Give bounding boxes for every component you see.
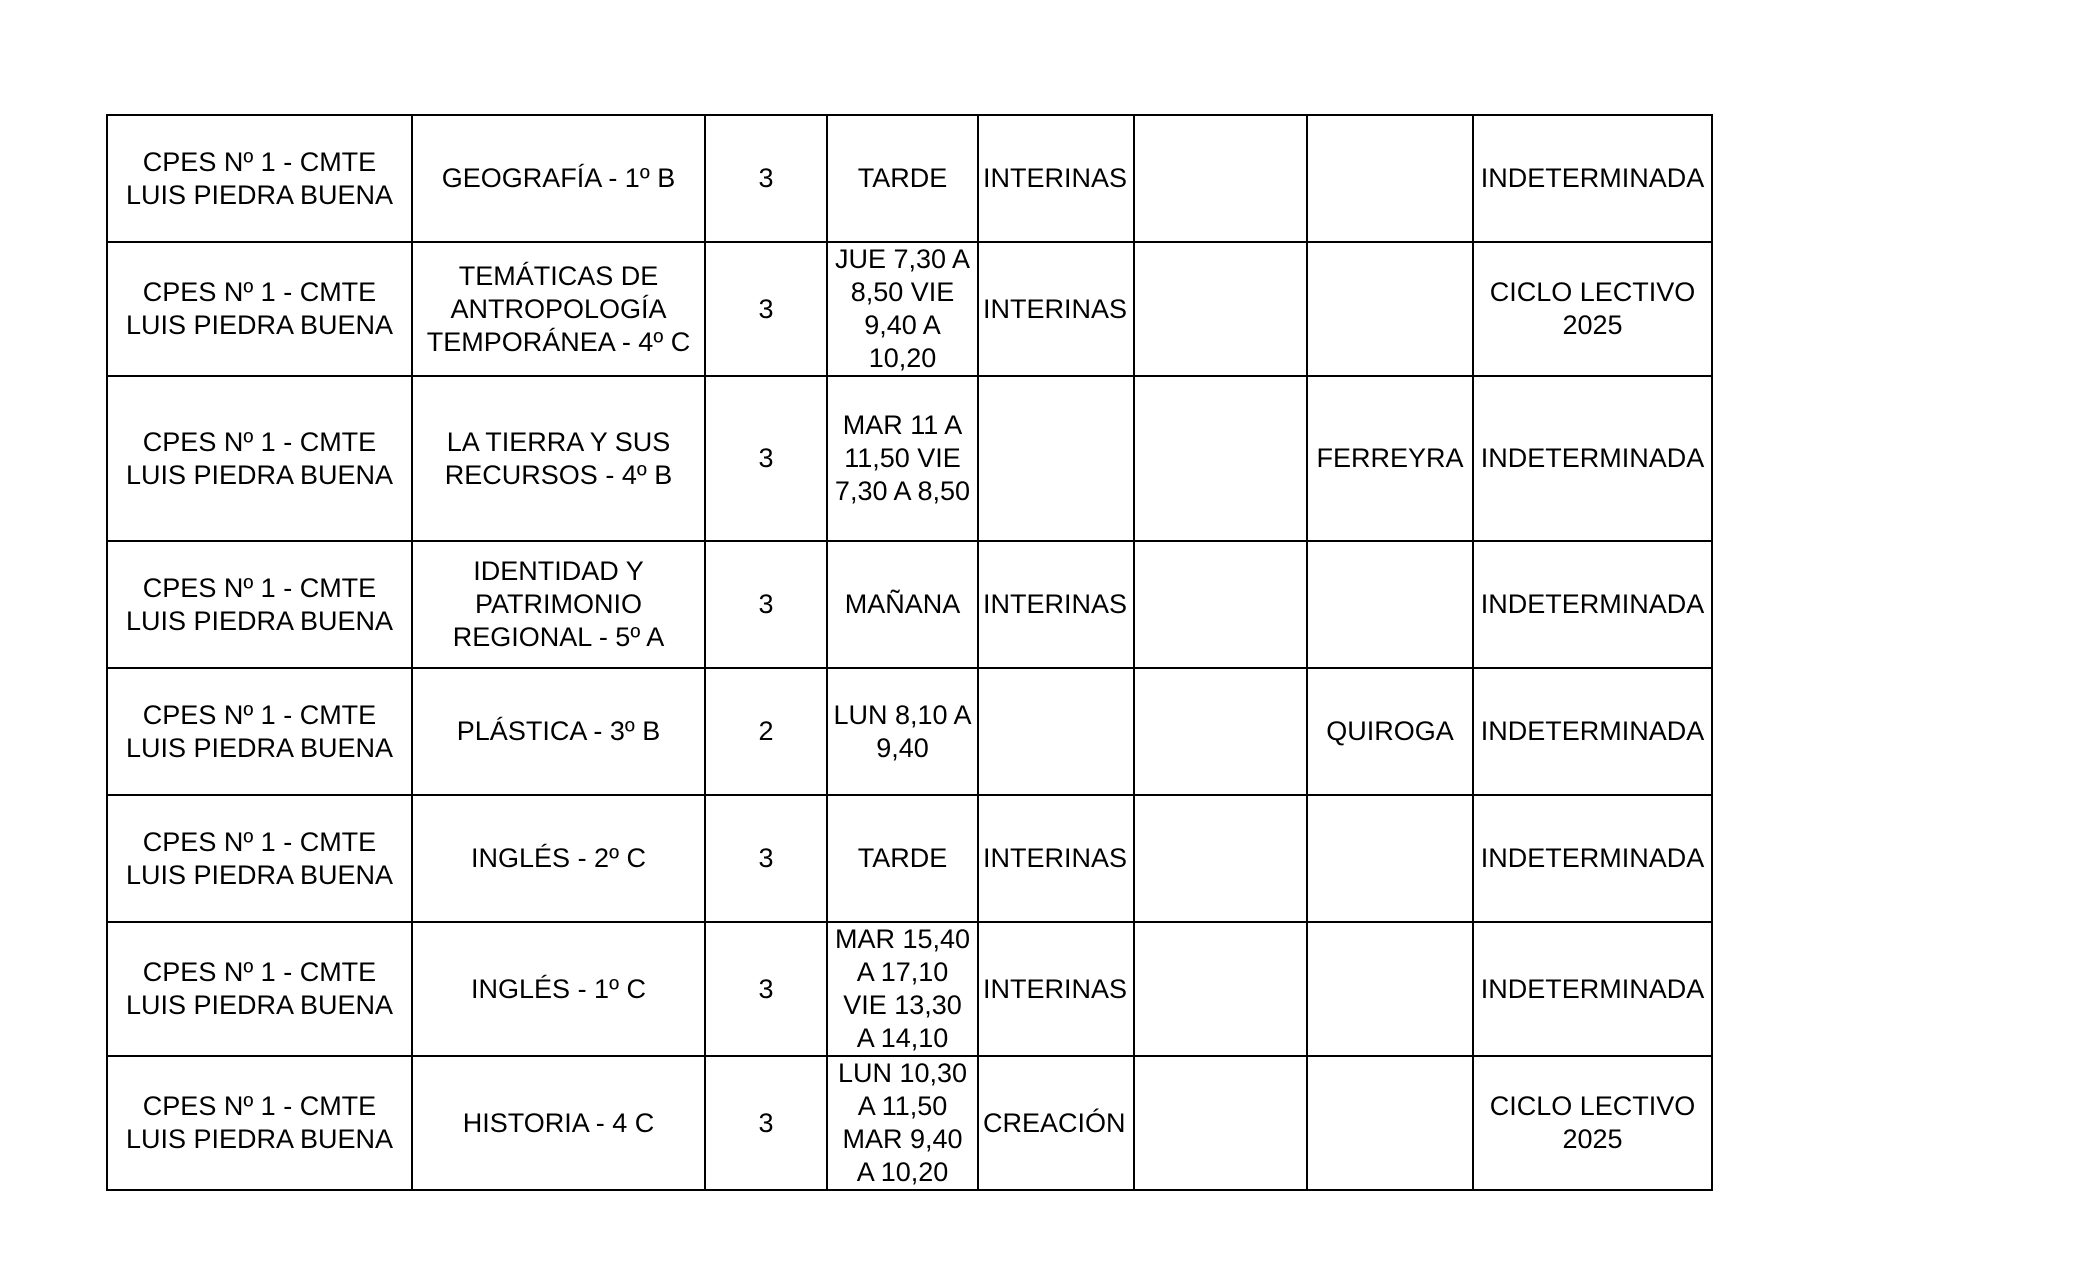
cell-escuela: CPES Nº 1 - CMTE LUIS PIEDRA BUENA — [107, 376, 412, 541]
cell-empty — [1134, 541, 1307, 668]
cell-empty — [1134, 376, 1307, 541]
cell-horas: 3 — [705, 541, 827, 668]
cell-duracion: CICLO LECTIVO 2025 — [1473, 242, 1712, 376]
cell-escuela: CPES Nº 1 - CMTE LUIS PIEDRA BUENA — [107, 922, 412, 1056]
cell-horas: 3 — [705, 922, 827, 1056]
cell-empty — [1134, 1056, 1307, 1190]
cell-escuela: CPES Nº 1 - CMTE LUIS PIEDRA BUENA — [107, 541, 412, 668]
cell-horario: LUN 8,10 A 9,40 — [827, 668, 978, 795]
cell-duracion: INDETERMINADA — [1473, 795, 1712, 922]
vacancies-table — [106, 114, 1713, 1191]
table-row — [107, 242, 1712, 376]
cell-escuela: CPES Nº 1 - CMTE LUIS PIEDRA BUENA — [107, 1056, 412, 1190]
cell-escuela: CPES Nº 1 - CMTE LUIS PIEDRA BUENA — [107, 795, 412, 922]
cell-horario: TARDE — [827, 795, 978, 922]
cell-modalidad — [978, 376, 1134, 541]
cell-horario: MAÑANA — [827, 541, 978, 668]
cell-escuela: CPES Nº 1 - CMTE LUIS PIEDRA BUENA — [107, 668, 412, 795]
cell-docente — [1307, 795, 1473, 922]
cell-duracion: INDETERMINADA — [1473, 668, 1712, 795]
table-row — [107, 541, 1712, 668]
cell-empty — [1134, 795, 1307, 922]
table-row — [107, 1056, 1712, 1190]
table-row — [107, 115, 1712, 242]
cell-docente: FERREYRA — [1307, 376, 1473, 541]
cell-espacio: INGLÉS - 1º C — [412, 922, 705, 1056]
cell-horas: 3 — [705, 376, 827, 541]
cell-docente — [1307, 541, 1473, 668]
cell-modalidad — [978, 668, 1134, 795]
cell-horario: TARDE — [827, 115, 978, 242]
cell-empty — [1134, 242, 1307, 376]
cell-espacio: GEOGRAFÍA - 1º B — [412, 115, 705, 242]
cell-modalidad: INTERINAS — [978, 795, 1134, 922]
cell-duracion: CICLO LECTIVO 2025 — [1473, 1056, 1712, 1190]
cell-escuela: CPES Nº 1 - CMTE LUIS PIEDRA BUENA — [107, 242, 412, 376]
cell-horas: 3 — [705, 115, 827, 242]
table-row — [107, 668, 1712, 795]
table-row — [107, 376, 1712, 541]
cell-duracion: INDETERMINADA — [1473, 922, 1712, 1056]
cell-modalidad: INTERINAS — [978, 922, 1134, 1056]
cell-horas: 2 — [705, 668, 827, 795]
table-row — [107, 922, 1712, 1056]
cell-horario: MAR 15,40 A 17,10 VIE 13,30 A 14,10 — [827, 922, 978, 1056]
cell-horas: 3 — [705, 242, 827, 376]
cell-modalidad: INTERINAS — [978, 115, 1134, 242]
table-row — [107, 795, 1712, 922]
cell-horas: 3 — [705, 1056, 827, 1190]
cell-horario: JUE 7,30 A 8,50 VIE 9,40 A 10,20 — [827, 242, 978, 376]
cell-docente: QUIROGA — [1307, 668, 1473, 795]
cell-horario: LUN 10,30 A 11,50 MAR 9,40 A 10,20 — [827, 1056, 978, 1190]
cell-docente — [1307, 115, 1473, 242]
cell-docente — [1307, 242, 1473, 376]
cell-espacio: PLÁSTICA - 3º B — [412, 668, 705, 795]
cell-empty — [1134, 922, 1307, 1056]
cell-espacio: INGLÉS - 2º C — [412, 795, 705, 922]
cell-modalidad: INTERINAS — [978, 541, 1134, 668]
cell-empty — [1134, 115, 1307, 242]
cell-horas: 3 — [705, 795, 827, 922]
cell-docente — [1307, 1056, 1473, 1190]
cell-duracion: INDETERMINADA — [1473, 376, 1712, 541]
cell-espacio: TEMÁTICAS DE ANTROPOLOGÍA TEMPORÁNEA - 4º C — [412, 242, 705, 376]
cell-escuela: CPES Nº 1 - CMTE LUIS PIEDRA BUENA — [107, 115, 412, 242]
cell-empty — [1134, 668, 1307, 795]
cell-docente — [1307, 922, 1473, 1056]
cell-espacio: HISTORIA - 4 C — [412, 1056, 705, 1190]
cell-horario: MAR 11 A 11,50 VIE 7,30 A 8,50 — [827, 376, 978, 541]
cell-modalidad: CREACIÓN — [978, 1056, 1134, 1190]
cell-duracion: INDETERMINADA — [1473, 541, 1712, 668]
cell-duracion: INDETERMINADA — [1473, 115, 1712, 242]
cell-espacio: LA TIERRA Y SUS RECURSOS - 4º B — [412, 376, 705, 541]
cell-modalidad: INTERINAS — [978, 242, 1134, 376]
cell-espacio: IDENTIDAD Y PATRIMONIO REGIONAL - 5º A — [412, 541, 705, 668]
